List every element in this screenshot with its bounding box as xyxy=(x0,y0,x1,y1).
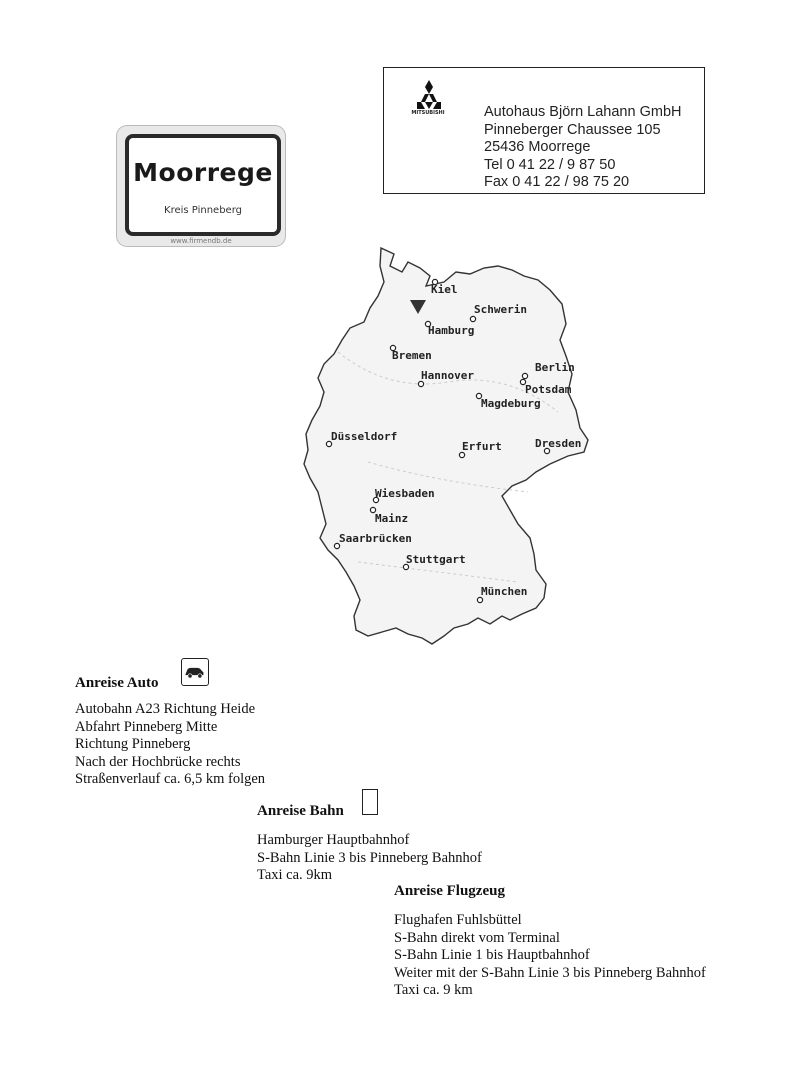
city-label-bremen: Bremen xyxy=(392,349,432,362)
city-label-duesseldorf: Düsseldorf xyxy=(331,430,398,443)
dealer-logo-text: MITSUBISHI xyxy=(411,110,445,116)
town-sign xyxy=(117,126,285,246)
train-line-2: S-Bahn Linie 3 bis Pinneberg Bahnhof xyxy=(257,849,482,866)
town-sign-district: Kreis Pinneberg xyxy=(164,205,242,216)
mitsubishi-logo-icon xyxy=(408,78,450,112)
plane-directions xyxy=(394,912,706,1000)
dealer-phone: Tel 0 41 22 / 9 87 50 xyxy=(484,156,616,173)
city-label-mainz: Mainz xyxy=(375,512,409,525)
germany-map xyxy=(298,242,593,652)
car-line-5: Straßenverlauf ca. 6,5 km folgen xyxy=(75,771,266,788)
city-label-muenchen: München xyxy=(481,585,528,598)
plane-line-5: Taxi ca. 9 km xyxy=(394,982,473,999)
dealer-name: Autohaus Björn Lahann GmbH xyxy=(484,104,682,120)
city-label-wiesbaden: Wiesbaden xyxy=(375,487,435,500)
train-line-3: Taxi ca. 9km xyxy=(257,867,333,884)
city-label-saarbruecken: Saarbrücken xyxy=(339,532,412,545)
dealer-city: 25436 Moorrege xyxy=(484,139,591,156)
train-directions xyxy=(257,832,482,885)
train-icon xyxy=(362,789,378,815)
plane-line-1: Flughafen Fuhlsbüttel xyxy=(394,912,522,928)
plane-line-4: Weiter mit der S-Bahn Linie 3 bis Pinneberg Bahnhof xyxy=(394,964,706,981)
city-label-erfurt: Erfurt xyxy=(462,440,502,453)
car-line-3: Richtung Pinneberg xyxy=(75,736,191,753)
car-icon xyxy=(181,658,209,686)
city-label-kiel: Kiel xyxy=(431,283,458,296)
dealer-fax: Fax 0 41 22 / 98 75 20 xyxy=(484,174,630,191)
town-sign-name: Moorrege xyxy=(133,158,273,187)
plane-line-3: S-Bahn Linie 1 bis Hauptbahnhof xyxy=(394,947,590,964)
dealer-address-box xyxy=(383,67,705,194)
car-section-title: Anreise Auto xyxy=(75,675,159,691)
car-line-4: Nach der Hochbrücke rechts xyxy=(75,753,241,770)
dealer-street: Pinneberger Chaussee 105 xyxy=(484,121,661,138)
city-label-stuttgart: Stuttgart xyxy=(406,553,466,566)
city-label-potsdam: Potsdam xyxy=(525,383,572,396)
train-line-1: Hamburger Hauptbahnhof xyxy=(257,832,410,848)
town-sign-plate xyxy=(125,134,281,236)
city-label-schwerin: Schwerin xyxy=(474,303,527,316)
city-label-hannover: Hannover xyxy=(421,369,474,382)
car-directions xyxy=(75,701,265,789)
plane-section-title: Anreise Flugzeug xyxy=(394,883,505,899)
city-label-magdeburg: Magdeburg xyxy=(481,397,541,410)
town-sign-website: www.firmendb.de xyxy=(170,237,232,245)
city-label-dresden: Dresden xyxy=(535,437,582,450)
dealer-address xyxy=(484,104,682,192)
car-line-2: Abfahrt Pinneberg Mitte xyxy=(75,718,218,735)
city-label-berlin: Berlin xyxy=(535,361,575,374)
city-label-hamburg: Hamburg xyxy=(428,324,475,337)
train-section-title: Anreise Bahn xyxy=(257,803,344,819)
city-hamburg xyxy=(425,321,474,337)
plane-line-2: S-Bahn direkt vom Terminal xyxy=(394,929,560,946)
car-line-1: Autobahn A23 Richtung Heide xyxy=(75,701,256,717)
